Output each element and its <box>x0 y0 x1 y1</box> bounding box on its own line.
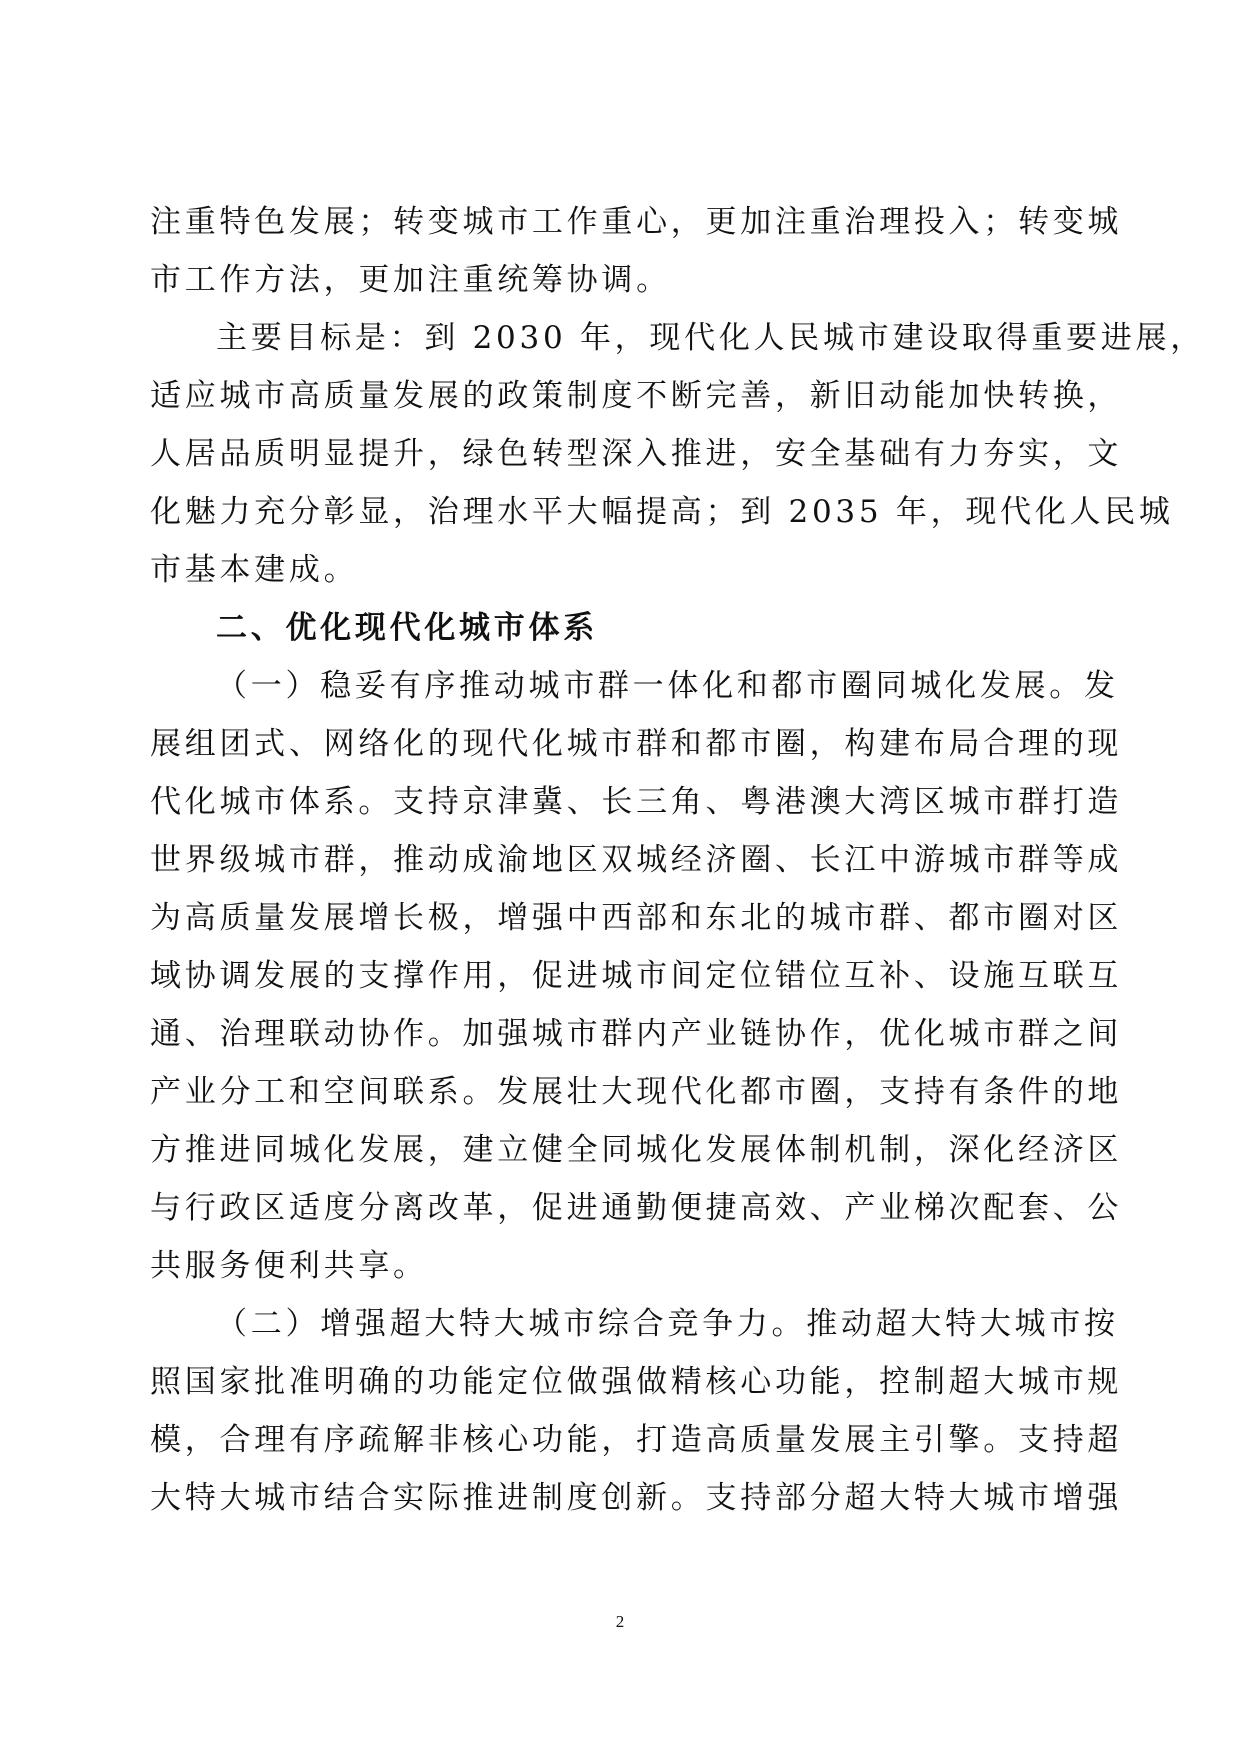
text-line: 方推进同城化发展，建立健全同城化发展体制机制，深化经济区 <box>150 1132 1123 1168</box>
text-line: 人居品质明显提升，绿色转型深入推进，安全基础有力夯实，文 <box>150 436 1123 472</box>
text-line: 展组团式、网络化的现代化城市群和都市圈，构建布局合理的现 <box>150 726 1123 762</box>
text-line: 化魅力充分彰显，治理水平大幅提高；到 2035 年，现代化人民城 <box>150 494 1174 530</box>
page-number: 2 <box>615 1612 625 1631</box>
text-line: 为高质量发展增长极，增强中西部和东北的城市群、都市圈对区 <box>150 900 1123 936</box>
text-line: 域协调发展的支撑作用，促进城市间定位错位互补、设施互联互 <box>150 958 1123 994</box>
document-body <box>150 193 1205 1527</box>
text-line: 市基本建成。 <box>150 552 359 588</box>
section-heading: 二、优化现代化城市体系 <box>216 610 598 646</box>
text-line: 照国家批准明确的功能定位做强做精核心功能，控制超大城市规 <box>150 1364 1123 1400</box>
text-line: 大特大城市结合实际推进制度创新。支持部分超大特大城市增强 <box>150 1480 1123 1516</box>
text-line: 主要目标是：到 2030 年，现代化人民城市建设取得重要进展， <box>216 320 1205 356</box>
text-line: （一）稳妥有序推动城市群一体化和都市圈同城化发展。发 <box>216 668 1119 704</box>
text-line: 世界级城市群，推动成渝地区双城经济圈、长江中游城市群等成 <box>150 842 1123 878</box>
text-line: 模，合理有序疏解非核心功能，打造高质量发展主引擎。支持超 <box>150 1422 1123 1458</box>
text-line: 与行政区适度分离改革，促进通勤便捷高效、产业梯次配套、公 <box>150 1190 1123 1226</box>
text-line: 共服务便利共享。 <box>150 1248 428 1284</box>
text-line: 产业分工和空间联系。发展壮大现代化都市圈，支持有条件的地 <box>150 1074 1123 1110</box>
text-line: 注重特色发展；转变城市工作重心，更加注重治理投入；转变城 <box>150 204 1123 240</box>
text-line: 代化城市体系。支持京津冀、长三角、粤港澳大湾区城市群打造 <box>150 784 1123 820</box>
text-line: 市工作方法，更加注重统筹协调。 <box>150 262 671 298</box>
text-line: 适应城市高质量发展的政策制度不断完善，新旧动能加快转换， <box>150 378 1123 414</box>
text-line: （二）增强超大特大城市综合竞争力。推动超大特大城市按 <box>216 1306 1119 1342</box>
text-line: 通、治理联动协作。加强城市群内产业链协作，优化城市群之间 <box>150 1016 1123 1052</box>
